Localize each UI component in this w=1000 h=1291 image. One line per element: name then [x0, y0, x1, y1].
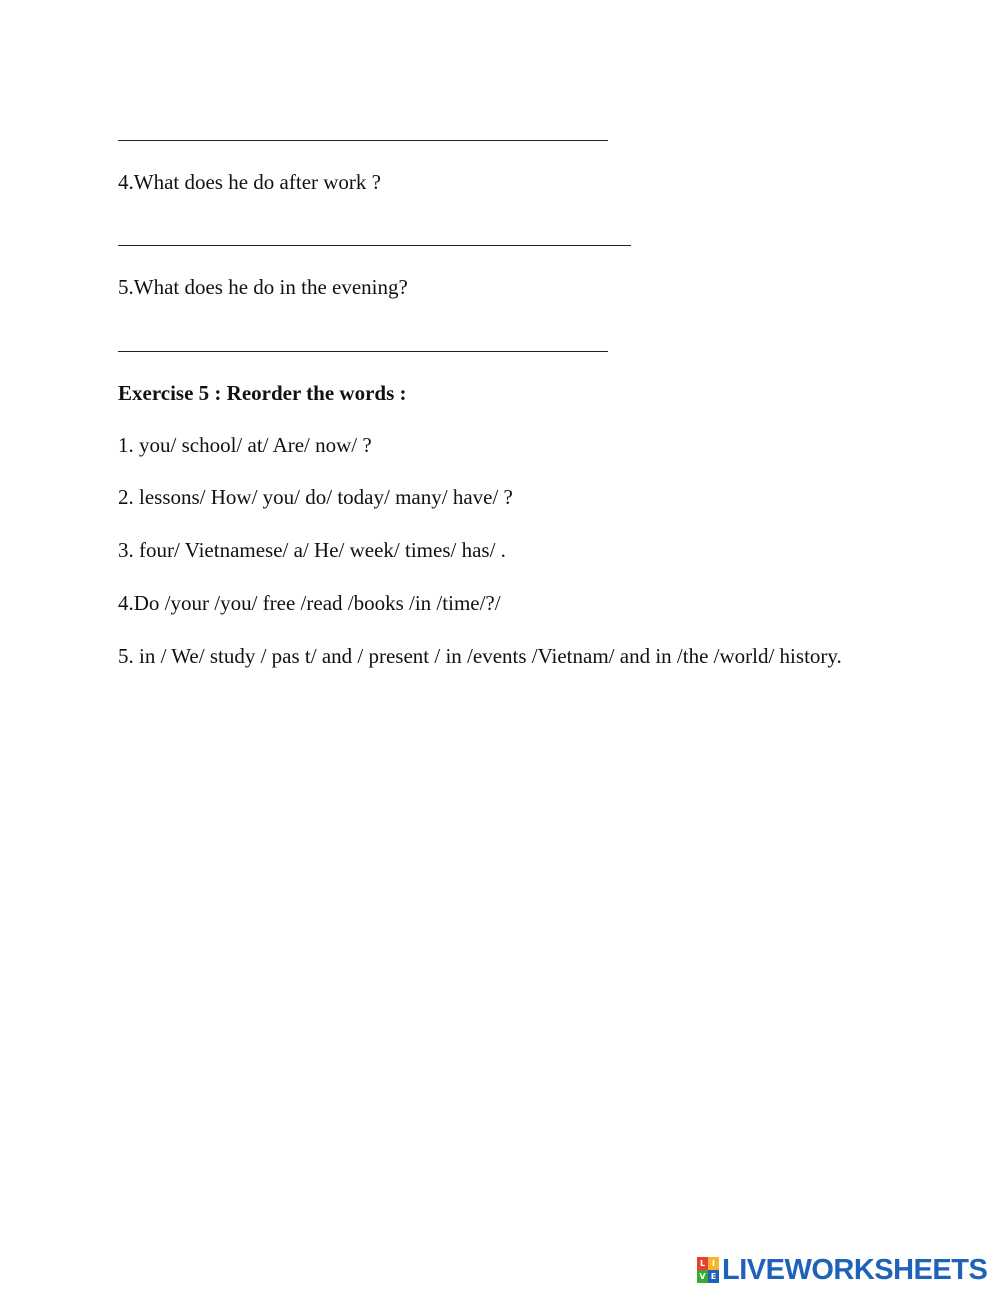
logo-letter-e: E — [708, 1270, 719, 1283]
logo-letter-i: I — [708, 1257, 719, 1270]
reorder-item-4: 4.Do /your /you/ free /read /books /in /time/?/ — [118, 591, 501, 615]
liveworksheets-icon — [697, 1257, 719, 1283]
question-5: 5.What does he do in the evening? — [118, 275, 408, 299]
reorder-item-1: 1. you/ school/ at/ Are/ now/ ? — [118, 433, 372, 457]
exercise-5-heading: Exercise 5 : Reorder the words : — [118, 381, 407, 405]
answer-line-5[interactable] — [118, 351, 608, 352]
logo-letter-l: L — [697, 1257, 708, 1270]
answer-line-4[interactable] — [118, 245, 631, 246]
answer-line-3[interactable] — [118, 140, 608, 141]
reorder-item-3: 3. four/ Vietnamese/ a/ He/ week/ times/ has/ . — [118, 538, 506, 562]
logo-letter-v: V — [697, 1270, 708, 1283]
liveworksheets-logo — [697, 1255, 987, 1285]
reorder-item-5: 5. in / We/ study / pas t/ and / present / in /events /Vietnam/ and in /the /world/ history. — [118, 644, 842, 668]
question-4: 4.What does he do after work ? — [118, 170, 381, 194]
liveworksheets-wordmark: LIVEWORKSHEETS — [722, 1253, 988, 1286]
reorder-item-2: 2. lessons/ How/ you/ do/ today/ many/ have/ ? — [118, 485, 513, 509]
